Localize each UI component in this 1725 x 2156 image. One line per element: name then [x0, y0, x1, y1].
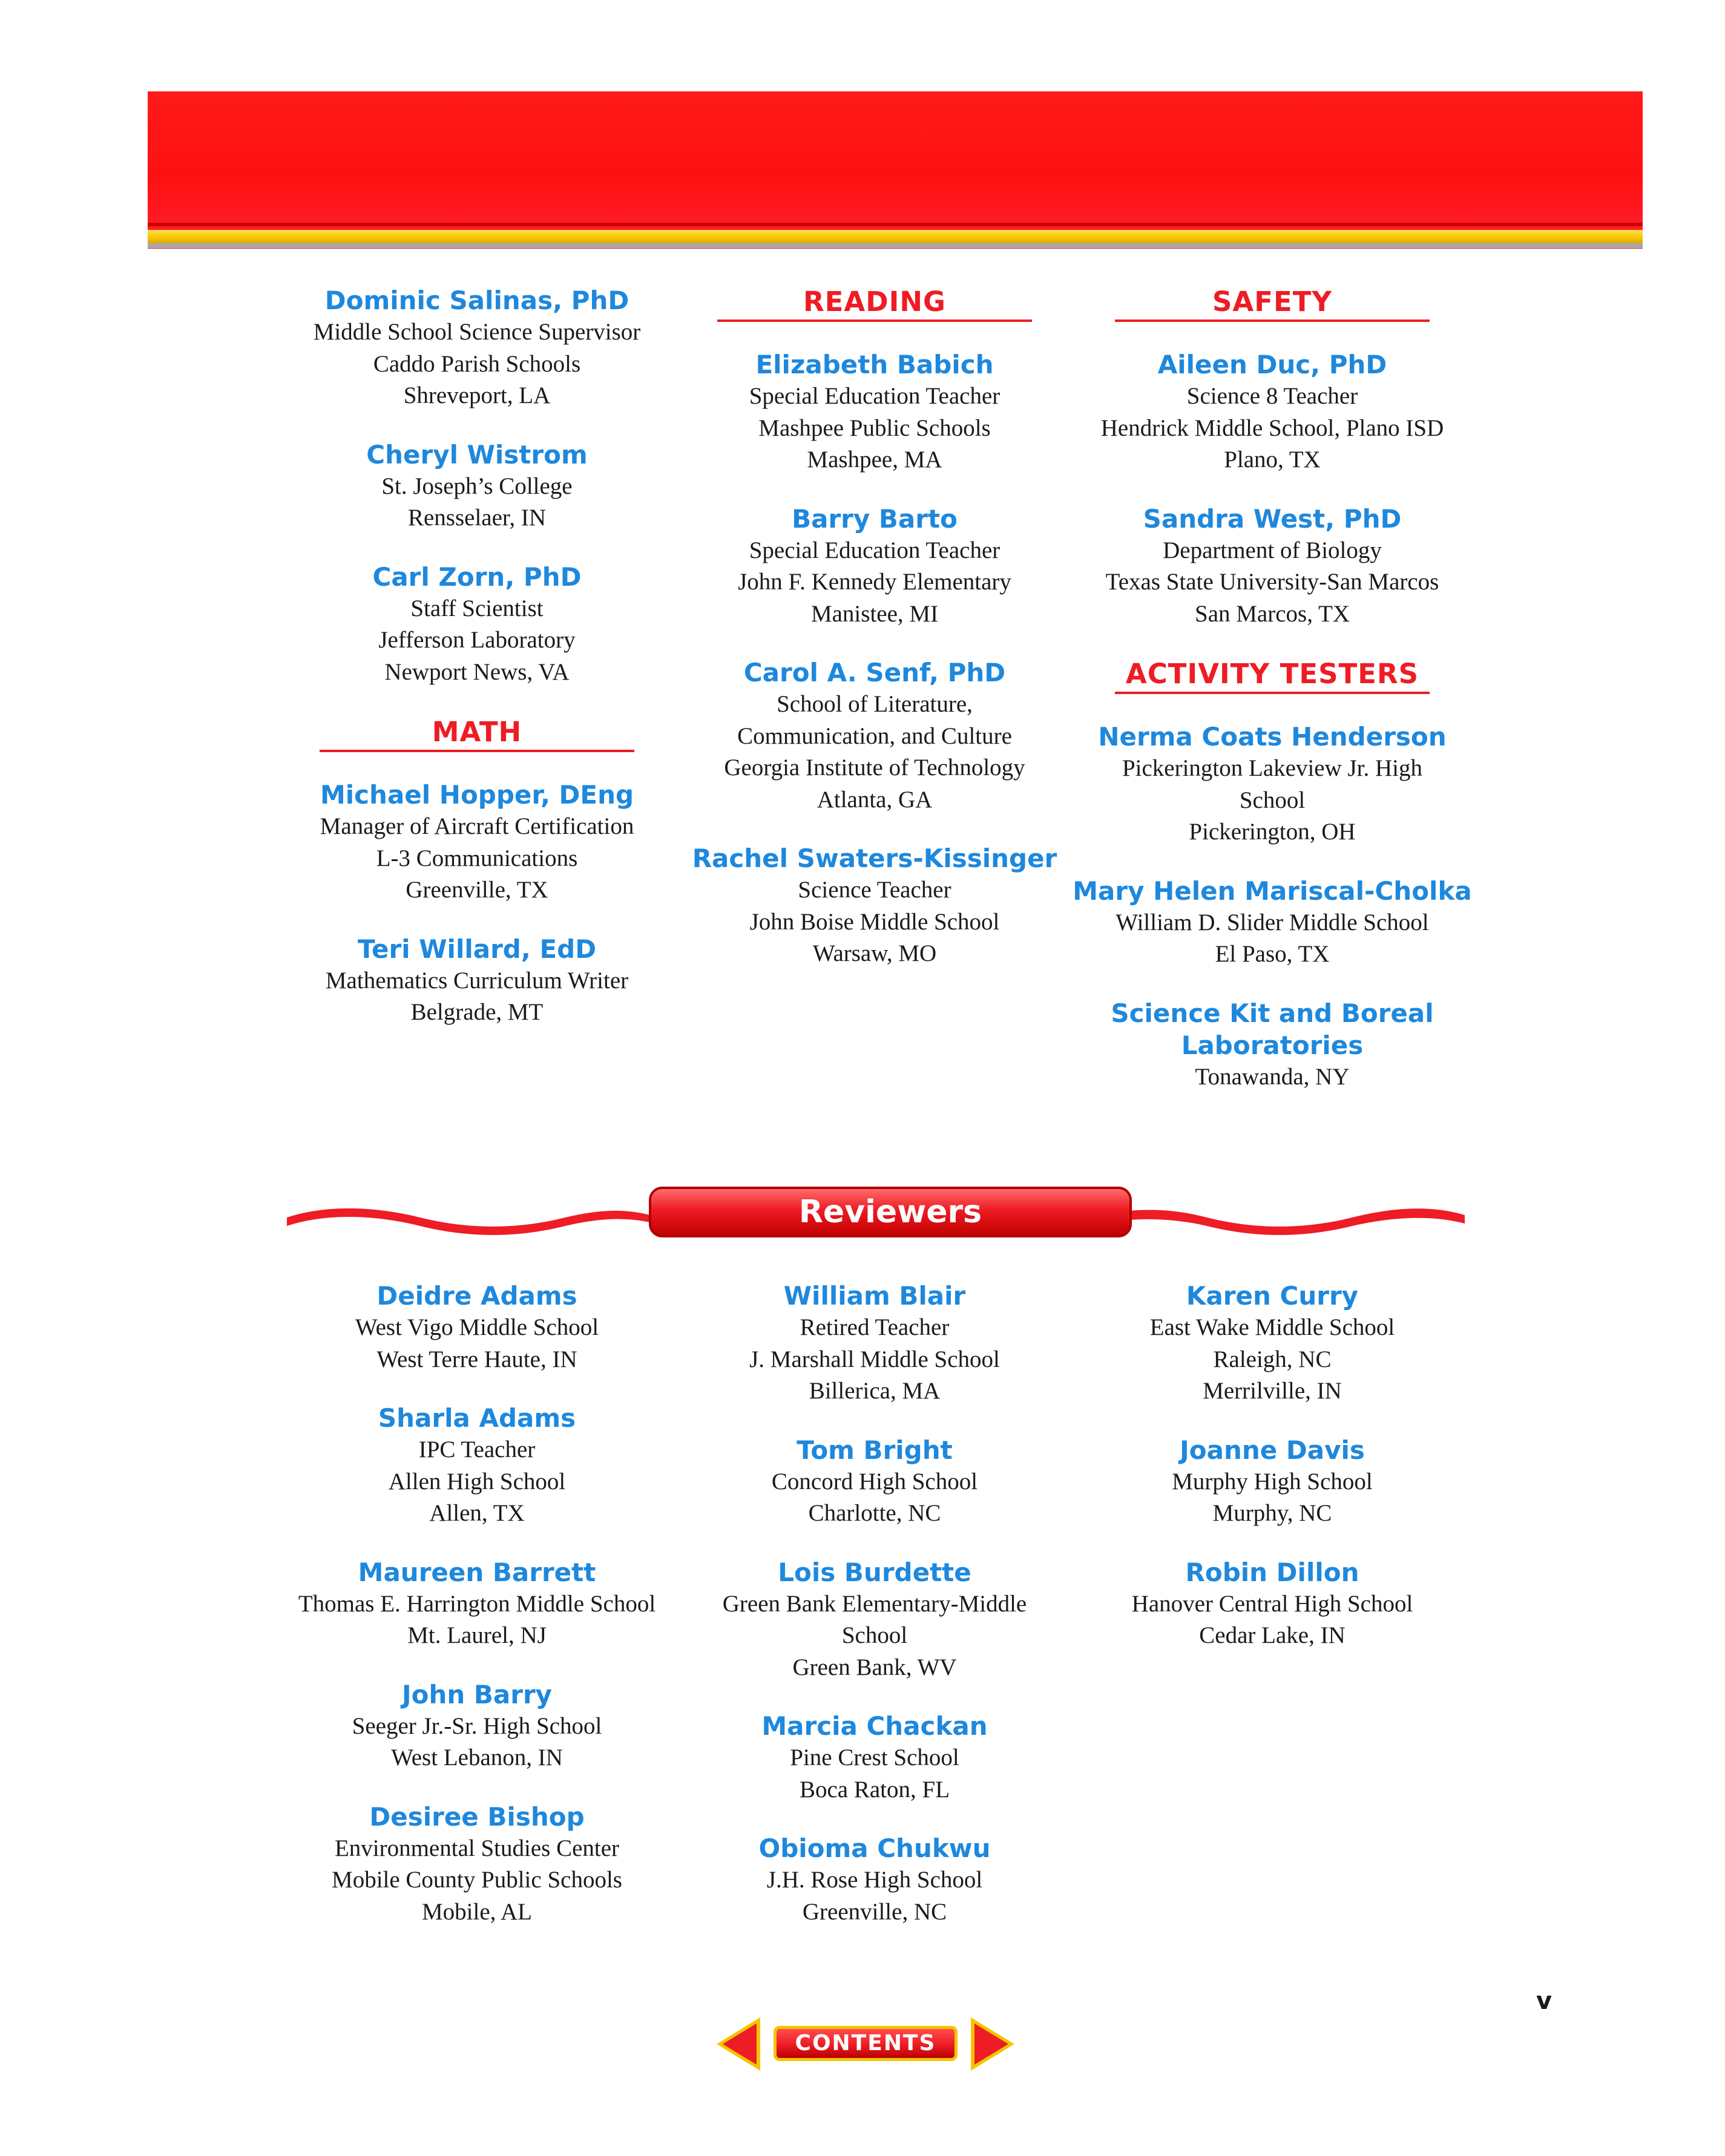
contributor-detail: Science Teacher [798, 877, 951, 903]
contributor-detail: William D. Slider Middle School [1116, 909, 1429, 935]
contributor-entry [675, 1556, 1074, 1684]
contributor-name: Robin Dillon [1185, 1557, 1359, 1587]
contributor-detail: Mt. Laurel, NJ [407, 1622, 547, 1648]
contributor-detail: Charlotte, NC [808, 1500, 941, 1526]
contributor-detail: Science 8 Teacher [1186, 383, 1358, 409]
contributor-detail: Allen High School [388, 1468, 566, 1495]
contributor-detail: Belgrade, MT [410, 999, 544, 1025]
contributor-detail: L-3 Communications [376, 845, 578, 871]
header-banner-shadow [148, 243, 1643, 248]
heading-spacer [277, 752, 677, 779]
consultants-column-2 [675, 284, 1074, 997]
contributor-entry [277, 779, 677, 906]
previous-page-button[interactable] [714, 2015, 763, 2073]
contributor-detail: Special Education Teacher [749, 537, 1000, 563]
contributor-detail: School [1239, 787, 1306, 813]
contributor-name: Teri Willard, EdD [357, 934, 597, 964]
contributor-entry [675, 657, 1074, 816]
contributor-detail: Seeger Jr.-Sr. High School [352, 1712, 602, 1739]
contributor-entry [277, 284, 677, 412]
page-number: v [1536, 1987, 1552, 2015]
contributor-entry [1073, 1280, 1472, 1407]
contributor-detail: Billerica, MA [809, 1378, 941, 1404]
contributor-detail: School of Literature, [777, 691, 973, 717]
contributor-entry [675, 349, 1074, 476]
arrow-right-icon [968, 2015, 1017, 2073]
contributor-name: Mary Helen Mariscal-Cholka [1073, 876, 1472, 906]
arrow-left-icon [714, 2015, 763, 2073]
contributor-name: Sandra West, PhD [1143, 503, 1402, 534]
contributor-name: Desiree Bishop [369, 1801, 585, 1832]
heading-spacer [675, 322, 1074, 349]
contributor-entry [277, 439, 677, 534]
contributor-detail: Rensselaer, IN [407, 505, 547, 531]
contents-button[interactable]: CONTENTS [774, 2026, 958, 2061]
contributor-name: Science Kit and Boreal [1111, 998, 1434, 1028]
contributor-detail: Atlanta, GA [816, 786, 933, 813]
contributor-name: John Barry [401, 1679, 553, 1709]
contributor-detail: Mathematics Curriculum Writer [325, 967, 629, 994]
contributor-detail: Tonawanda, NY [1195, 1063, 1350, 1090]
contributor-entry [1073, 1556, 1472, 1652]
next-page-button[interactable] [968, 2015, 1017, 2073]
contributor-name: Nerma Coats Henderson [1098, 722, 1447, 752]
contributor-entry [277, 1556, 677, 1652]
contributor-detail: Special Education Teacher [749, 383, 1000, 409]
contributor-detail: East Wake Middle School [1149, 1314, 1395, 1340]
contributor-entry [277, 1402, 677, 1530]
contributor-detail: Pickerington Lakeview Jr. High [1122, 755, 1423, 781]
contributor-detail: Texas State University-San Marcos [1105, 569, 1439, 595]
contributor-entry [277, 1801, 677, 1928]
contributor-detail: Warsaw, MO [812, 940, 937, 966]
contributor-detail: Greenville, TX [406, 877, 548, 903]
contributor-detail: Pine Crest School [790, 1745, 959, 1771]
contributor-entry [675, 1434, 1074, 1530]
contributor-name: Tom Bright [797, 1435, 953, 1465]
contributor-name: Karen Curry [1186, 1281, 1359, 1311]
contributor-detail: Thomas E. Harrington Middle School [298, 1590, 656, 1617]
contributor-name: Deidre Adams [376, 1281, 577, 1311]
consultants-column-3 [1073, 284, 1472, 1119]
contributor-entry [675, 1710, 1074, 1806]
contributor-detail: Shreveport, LA [403, 382, 551, 408]
contributor-name: Cheryl Wistrom [366, 439, 588, 470]
contributor-entry [675, 503, 1074, 631]
reviewers-title-badge: Reviewers [649, 1187, 1132, 1237]
contributor-detail: J.H. Rose High School [766, 1867, 983, 1893]
contributor-detail: Concord High School [771, 1468, 978, 1495]
contributor-entry [277, 1679, 677, 1774]
section-heading: SAFETY [1115, 284, 1430, 322]
contributor-detail: Middle School Science Supervisor [313, 319, 641, 345]
contributor-name: Obioma Chukwu [758, 1833, 991, 1863]
contributor-detail: John Boise Middle School [749, 908, 1000, 935]
contributor-detail: Jefferson Laboratory [378, 627, 576, 653]
contributor-name: Aileen Duc, PhD [1157, 350, 1387, 379]
contributor-detail: Caddo Parish Schools [373, 350, 581, 377]
header-banner-line [148, 223, 1643, 226]
contributor-detail: West Terre Haute, IN [376, 1346, 577, 1372]
contributor-entry [1073, 349, 1472, 476]
contributor-name: Carl Zorn, PhD [372, 562, 582, 592]
contributor-detail: Greenville, NC [802, 1898, 947, 1925]
section-heading: READING [717, 284, 1032, 322]
contributor-name: William Blair [783, 1281, 966, 1311]
contributor-detail: Boca Raton, FL [799, 1776, 950, 1803]
contributor-detail: Green Bank Elementary-Middle [722, 1590, 1027, 1617]
contributor-entry [277, 1280, 677, 1375]
contributor-name: Carol A. Senf, PhD [743, 658, 1006, 687]
contributor-detail: Manistee, MI [810, 600, 939, 627]
contributor-detail: J. Marshall Middle School [749, 1346, 1000, 1372]
contributor-name: Laboratories [1181, 1030, 1364, 1060]
reviewers-column-1 [277, 1280, 677, 1954]
heading-spacer [1073, 694, 1472, 721]
contributor-detail: Department of Biology [1163, 537, 1382, 563]
contributor-name: Marcia Chackan [761, 1711, 988, 1741]
contributor-name: Lois Burdette [778, 1557, 971, 1587]
contributor-entry [1073, 875, 1472, 971]
contributor-entry [1073, 1434, 1472, 1530]
heading-spacer [1073, 322, 1472, 349]
contributor-name: Joanne Davis [1180, 1435, 1365, 1465]
contributor-detail: St. Joseph’s College [381, 473, 573, 499]
contributor-name: Dominic Salinas, PhD [324, 286, 629, 315]
page-navigation [714, 2015, 1017, 2076]
contributor-entry [675, 1832, 1074, 1928]
contributor-entry [1073, 503, 1472, 631]
contributor-detail: Hendrick Middle School, Plano ISD [1100, 414, 1444, 441]
contributor-detail: Cedar Lake, IN [1199, 1622, 1346, 1648]
section-heading: MATH [320, 715, 634, 752]
contributor-detail: Merrilville, IN [1203, 1378, 1342, 1404]
contributor-detail: Communication, and Culture [737, 722, 1012, 749]
contributor-detail: El Paso, TX [1215, 941, 1330, 967]
contributor-detail: Environmental Studies Center [334, 1835, 620, 1861]
contributor-detail: Staff Scientist [410, 595, 544, 621]
contributor-detail: Plano, TX [1224, 447, 1321, 473]
contributor-name: Sharla Adams [378, 1403, 576, 1433]
contributor-entry [675, 1280, 1074, 1407]
contributor-detail: Manager of Aircraft Certification [320, 813, 634, 839]
header-banner-stripe [148, 230, 1643, 243]
contributor-detail: Hanover Central High School [1131, 1590, 1413, 1617]
reviewers-column-3 [1073, 1280, 1472, 1679]
contributor-detail: Mashpee, MA [807, 447, 942, 473]
contributor-entry [277, 561, 677, 689]
contributor-name: Maureen Barrett [358, 1557, 596, 1587]
contributor-detail: West Lebanon, IN [391, 1745, 563, 1771]
contributor-name: Elizabeth Babich [755, 350, 994, 379]
contributor-detail: Mobile, AL [422, 1898, 532, 1925]
contributor-detail: Georgia Institute of Technology [724, 755, 1025, 781]
contributor-detail: Green Bank, WV [792, 1654, 957, 1680]
contributor-detail: Raleigh, NC [1213, 1346, 1332, 1372]
contributor-name: Rachel Swaters-Kissinger [692, 844, 1057, 873]
contributor-detail: School [841, 1622, 908, 1648]
contributor-detail: IPC Teacher [418, 1437, 536, 1463]
contributor-entry [1073, 997, 1472, 1093]
contributor-detail: Murphy High School [1172, 1468, 1373, 1495]
contributor-detail: Allen, TX [429, 1500, 525, 1526]
contributor-entry [277, 933, 677, 1029]
contributor-name: Barry Barto [792, 503, 958, 534]
contributor-detail: Mashpee Public Schools [758, 414, 991, 441]
contributor-detail: Pickerington, OH [1189, 819, 1356, 845]
contributor-name: Michael Hopper, DEng [320, 780, 634, 810]
contributor-detail: Retired Teacher [800, 1314, 950, 1340]
contributor-detail: Mobile County Public Schools [332, 1867, 622, 1893]
contributor-detail: Murphy, NC [1212, 1500, 1332, 1526]
contributor-detail: West Vigo Middle School [355, 1314, 599, 1340]
contributor-entry [1073, 721, 1472, 848]
contributor-entry [675, 842, 1074, 970]
reviewers-column-2 [675, 1280, 1074, 1954]
contributor-detail: San Marcos, TX [1195, 600, 1350, 627]
contributor-detail: Newport News, VA [384, 658, 570, 685]
contributor-detail: John F. Kennedy Elementary [738, 569, 1011, 595]
section-heading: ACTIVITY TESTERS [1115, 657, 1430, 694]
consultants-column-1 [277, 284, 677, 1055]
